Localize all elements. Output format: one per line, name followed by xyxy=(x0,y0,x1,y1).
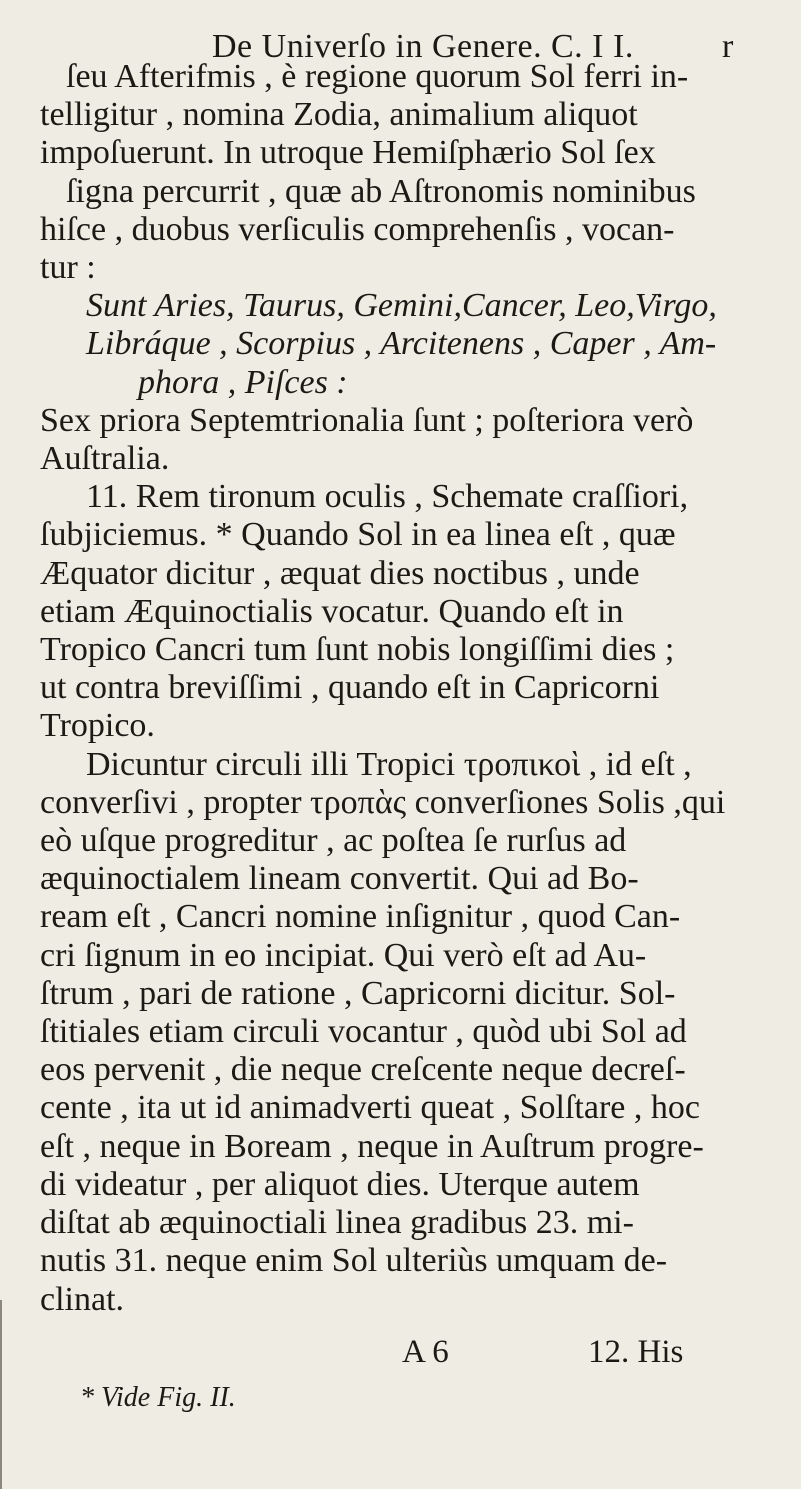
page-number: r xyxy=(722,28,734,65)
text-line: tur : xyxy=(40,249,96,287)
text-line: ſeu Afterifmis , è regione quorum Sol ferri in- xyxy=(66,58,689,95)
verse-line: phora , Piſces : xyxy=(138,363,348,401)
chapter-number: C. I I. xyxy=(551,28,634,65)
text-line: eos pervenit , die neque creſcente neque decreſ- xyxy=(40,1051,686,1089)
signature-mark: A 6 xyxy=(402,1334,449,1370)
text-line: æquinoctialem lineam convertit. Qui ad Bo- xyxy=(40,860,639,898)
verse-block xyxy=(40,287,760,402)
text-line: Æquator dicitur , æquat dies noctibus , unde xyxy=(40,554,640,592)
text-line: Tropico Cancri tum ſunt nobis longiſſimi dies ; xyxy=(40,631,675,669)
page-edge-shadow xyxy=(0,1300,2,1489)
text-line: telligitur , nomina Zodia, animalium aliquot xyxy=(40,96,638,134)
page-footer xyxy=(0,1334,801,1378)
text-line: cri ſignum in eo incipiat. Qui verò eſt ad Au- xyxy=(40,936,647,974)
text-line: nutis 31. neque enim Sol ulteriùs umquam de- xyxy=(40,1242,668,1280)
verse-line: Libráque , Scorpius , Arcitenens , Caper , Am- xyxy=(86,325,717,363)
text-line: Auſtralia. xyxy=(40,440,170,478)
text-line: di videatur , per aliquot dies. Uterque autem xyxy=(40,1165,640,1203)
text-line: Dicuntur circuli illi Tropici τροπικοὶ , id eſt , xyxy=(86,745,692,783)
body-text xyxy=(40,58,760,1319)
text-line: eò uſque progreditur , ac poſtea ſe rurſus ad xyxy=(40,822,627,860)
text-line: etiam Æquinoctialis vocatur. Quando eſt in xyxy=(40,592,624,630)
text-line: Tropico. xyxy=(40,707,155,745)
verse-line: Sunt Aries, Taurus, Gemini,Cancer, Leo,Virgo, xyxy=(86,287,717,325)
text-line: ſtrum , pari de ratione , Capricorni dicitur. Sol- xyxy=(40,974,676,1012)
text-line: ream eſt , Cancri nomine inſignitur , quod Can- xyxy=(40,898,681,936)
paragraph-11-start: 11. Rem tironum oculis , Schemate craſſiori, xyxy=(86,478,689,516)
text-line: ſubjiciemus. * Quando Sol in ea linea eſt , quæ xyxy=(40,516,676,554)
text-line: Sex priora Septemtrionalia ſunt ; poſteriora verò xyxy=(40,401,694,439)
text-line: ſtitiales etiam circuli vocantur , quòd ubi Sol ad xyxy=(40,1013,687,1051)
text-line: hiſce , duobus verſiculis comprehenſis , vocan- xyxy=(40,210,675,248)
text-line: diſtat ab æquinoctiali linea gradibus 23. mi- xyxy=(40,1204,634,1242)
text-line: ſigna percurrit , quæ ab Aſtronomis nominibus xyxy=(66,172,696,210)
text-line: converſivi , propter τροπὰς converſiones Solis ,qui xyxy=(40,783,726,821)
text-line: cente , ita ut id animadverti queat , Solſtare , hoc xyxy=(40,1089,700,1127)
catchword: 12. His xyxy=(588,1334,684,1370)
text-line: ut contra breviſſimi , quando eſt in Capricorni xyxy=(40,669,660,707)
running-title: De Univerſo in Genere. xyxy=(212,28,543,65)
text-line: eſt , neque in Boream , neque in Auſtrum progre- xyxy=(40,1127,704,1165)
footnote: * Vide Fig. II. xyxy=(80,1382,236,1413)
text-line: clinat. xyxy=(40,1280,125,1318)
text-line: impoſuerunt. In utroque Hemiſphærio Sol ſex xyxy=(40,134,656,172)
